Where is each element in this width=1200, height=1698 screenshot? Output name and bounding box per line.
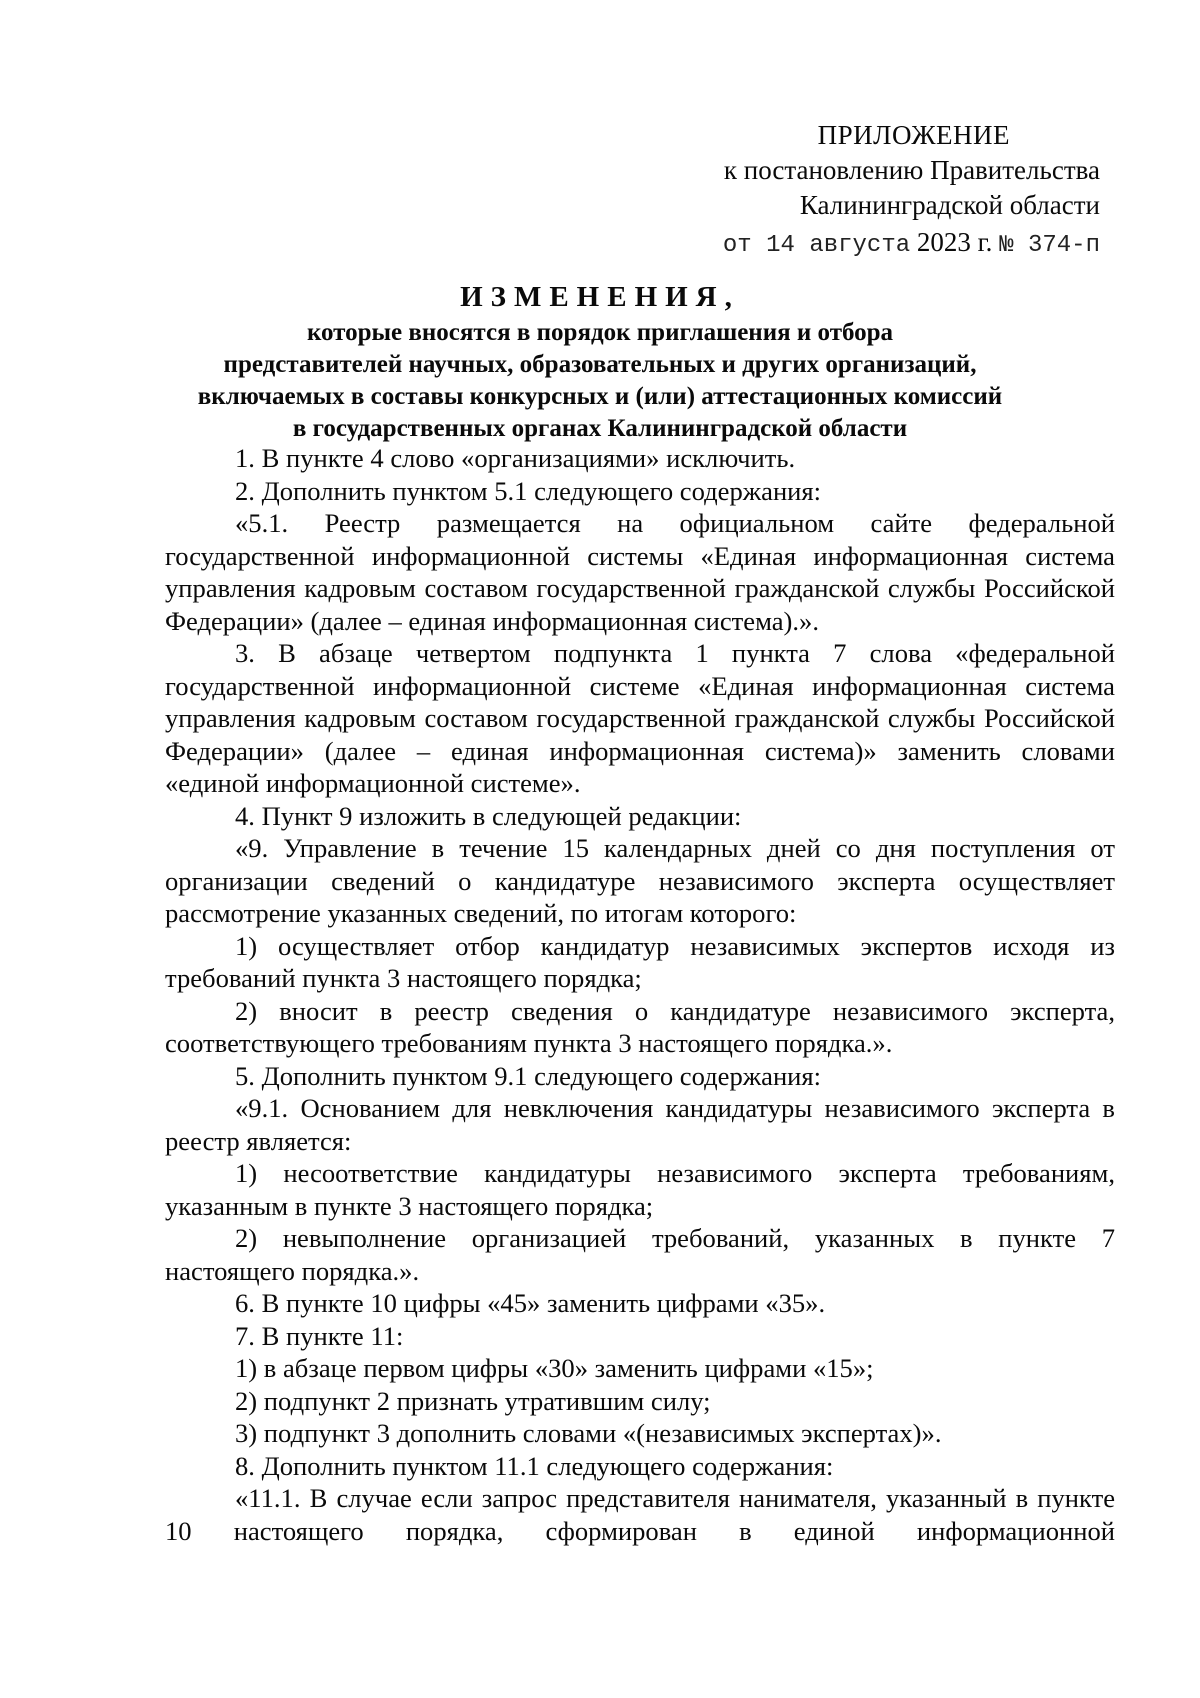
paragraph-5: 4. Пункт 9 изложить в следующей редакции: <box>235 800 742 831</box>
document-heading <box>0 277 1200 445</box>
paragraph-2: 2. Дополнить пунктом 5.1 следующего содержания: <box>235 475 822 506</box>
heading-title: ИЗМЕНЕНИЯ, <box>460 281 740 313</box>
paragraph-3: «5.1. Реестр размещается на официальном сайте федеральной государственной информационной системы «Единая информационная система управления кадровым составом государственной гражданской службы Российской Федерации» (далее – единая информационная система).». <box>165 508 1115 636</box>
document-body <box>165 442 1115 1547</box>
appendix-line-1: к постановлению Правительства <box>723 155 1100 185</box>
paragraph-1: 1. В пункте 4 слово «организациями» исключить. <box>235 443 796 473</box>
paragraph-9: 5. Дополнить пунктом 9.1 следующего содержания: <box>235 1060 822 1091</box>
paragraph-7: 1) осуществляет отбор кандидатур независимых экспертов исходя из требований пункта 3 настоящего порядка; <box>165 930 1115 993</box>
heading-subtitle-line-1: которые вносятся в порядок приглашения и отбора <box>306 319 894 346</box>
paragraph-11: 1) несоответствие кандидатуры независимого эксперта требованиям, указанным в пункте 3 настоящего порядка; <box>165 1158 1115 1221</box>
paragraph-13: 6. В пункте 10 цифры «45» заменить цифрами «35». <box>235 1288 826 1318</box>
appendix-header <box>580 118 1100 263</box>
paragraph-17: 3) подпункт 3 дополнить словами «(независимых экспертах)». <box>235 1418 942 1448</box>
paragraph-19: «11.1. В случае если запрос представителя нанимателя, указанный в пункте 10 настоящего порядка, сформирован в единой информационной <box>165 1483 1115 1546</box>
paragraph-4: 3. В абзаце четвертом подпункта 1 пункта 7 слова «федеральной государственной информационной системе «Единая информационная система управления кадровым составом государственной гражданской службы Российской Федерации» (далее – единая информационная система)» заменить словами «единой информационной системе». <box>165 638 1115 798</box>
paragraph-10: «9.1. Основанием для невключения кандидатуры независимого эксперта в реестр является: <box>165 1093 1115 1156</box>
appendix-title: ПРИЛОЖЕНИЕ <box>817 120 1010 150</box>
resolution-number: № 374-п <box>999 232 1100 259</box>
heading-subtitle-line-3: включаемых в составы конкурсных и (или) аттестационных комиссий <box>197 383 1003 410</box>
paragraph-16: 2) подпункт 2 признать утратившим силу; <box>235 1385 711 1416</box>
paragraph-8: 2) вносит в реестр сведения о кандидатуре независимого эксперта, соответствующего требованиям пункта 3 настоящего порядка.». <box>165 995 1115 1058</box>
resolution-date <box>580 225 1100 263</box>
appendix-line-2: Калининградской области <box>799 190 1100 220</box>
paragraph-15: 1) в абзаце первом цифры «30» заменить цифрами «15»; <box>235 1353 874 1383</box>
date-stamp: от 14 августа <box>722 232 911 259</box>
paragraph-14: 7. В пункте 11: <box>235 1320 404 1351</box>
date-year: 2023 г. <box>916 227 993 257</box>
paragraph-18: 8. Дополнить пунктом 11.1 следующего содержания: <box>235 1450 834 1481</box>
heading-subtitle-line-2: представителей научных, образовательных и других организаций, <box>223 351 977 378</box>
paragraph-6: «9. Управление в течение 15 календарных дней со дня поступления от организации сведений о кандидатуре независимого эксперта осуществляет рассмотрение указанных сведений, по итогам которого: <box>165 833 1115 928</box>
paragraph-12: 2) невыполнение организацией требований, указанных в пункте 7 настоящего порядка.». <box>165 1223 1115 1286</box>
heading-subtitle-line-4: в государственных органах Калининградской области <box>292 415 908 442</box>
